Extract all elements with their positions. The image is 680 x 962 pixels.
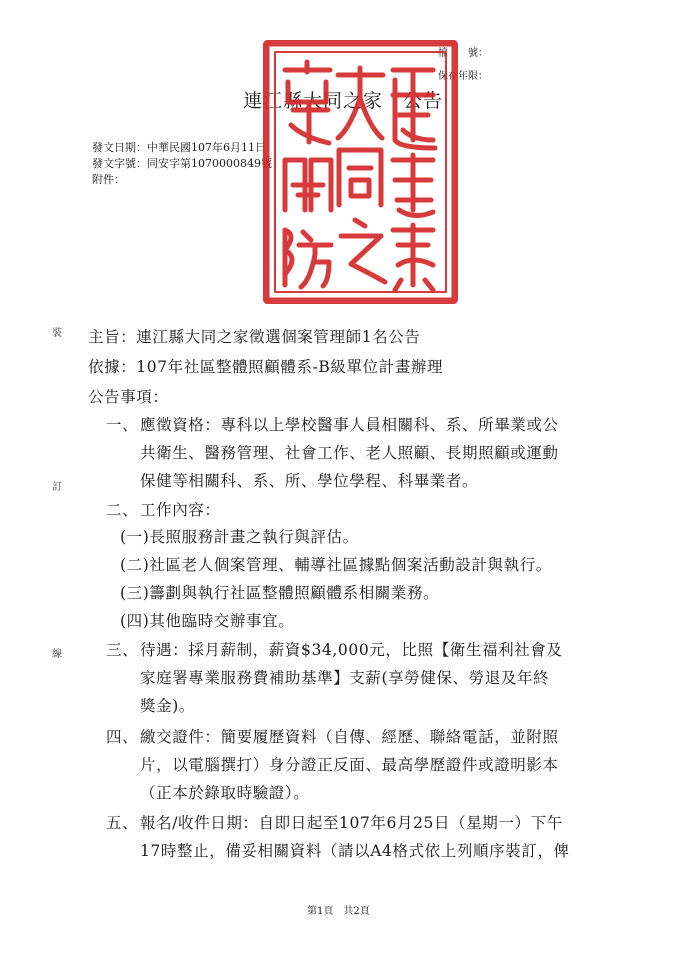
sub-item: (二)社區老人個案管理、輔導社區據點個案活動設計與執行。	[120, 556, 552, 574]
basis-line: 依據：107年社區整體照顧體系-B級單位計畫辦理	[88, 358, 444, 376]
sub-item: (一)長照服務計畫之執行與評估。	[120, 528, 359, 546]
item-line: 保健等相關科、系、所、學位學程、科畢業者。	[140, 472, 479, 490]
document-title: 連江縣大同之家 公告	[243, 90, 444, 112]
document-number: 發文字號：同安字第1070000849號	[92, 157, 272, 170]
item-line: 獎金)。	[140, 697, 195, 715]
item-number: 三、	[106, 641, 139, 659]
attachment-label: 附件：	[92, 173, 125, 186]
item-line: 應徵資格：專科以上學校醫事人員相關科、系、所畢業或公	[140, 416, 559, 434]
item-line: 17時整止，備妥相關資料（請以A4格式依上列順序裝訂，俾	[140, 842, 570, 860]
item-number: 二、	[106, 501, 139, 519]
sub-item: (三)籌劃與執行社區整體照顧體系相關業務。	[120, 584, 440, 602]
official-seal	[263, 40, 458, 304]
item-number: 一、	[106, 416, 139, 434]
retention-period-label: 保存年限：	[438, 71, 488, 82]
item-line: （正本於錄取時驗證）。	[140, 784, 310, 802]
binding-mark-xian: 線	[52, 649, 62, 660]
notice-heading: 公告事項：	[88, 388, 169, 406]
item-line: 繳交證件：簡要履歷資料（自傳、經歷、聯絡電話，並附照	[140, 728, 559, 746]
issue-date: 發文日期：中華民國107年6月11日	[92, 141, 266, 154]
item-line: 待遇：採月薪制，薪資$34,000元，比照【衛生福利社會及	[140, 641, 563, 659]
page-number: 第1頁 共2頁	[307, 906, 370, 917]
item-line: 報名/收件日期：自即日起至107年6月25日（星期一）下午	[140, 814, 563, 832]
item-number: 五、	[106, 814, 139, 832]
subject-line: 主旨：連江縣大同之家徵選個案管理師1名公告	[88, 328, 421, 346]
item-line: 工作內容：	[140, 501, 221, 519]
item-line: 共衛生、醫務管理、社會工作、老人照顧、長期照顧或運動	[140, 444, 559, 462]
item-number: 四、	[106, 728, 139, 746]
binding-mark-zhuang: 裝	[52, 328, 62, 339]
item-line: 片，以電腦撰打）身分證正反面、最高學歷證件或證明影本	[140, 756, 559, 774]
item-line: 家庭署專業服務費補助基準】支薪(享勞健保、勞退及年終	[140, 669, 550, 687]
file-number-label: 檔 號：	[438, 48, 488, 59]
binding-mark-ding: 訂	[52, 482, 62, 493]
sub-item: (四)其他臨時交辦事宜。	[120, 612, 295, 630]
